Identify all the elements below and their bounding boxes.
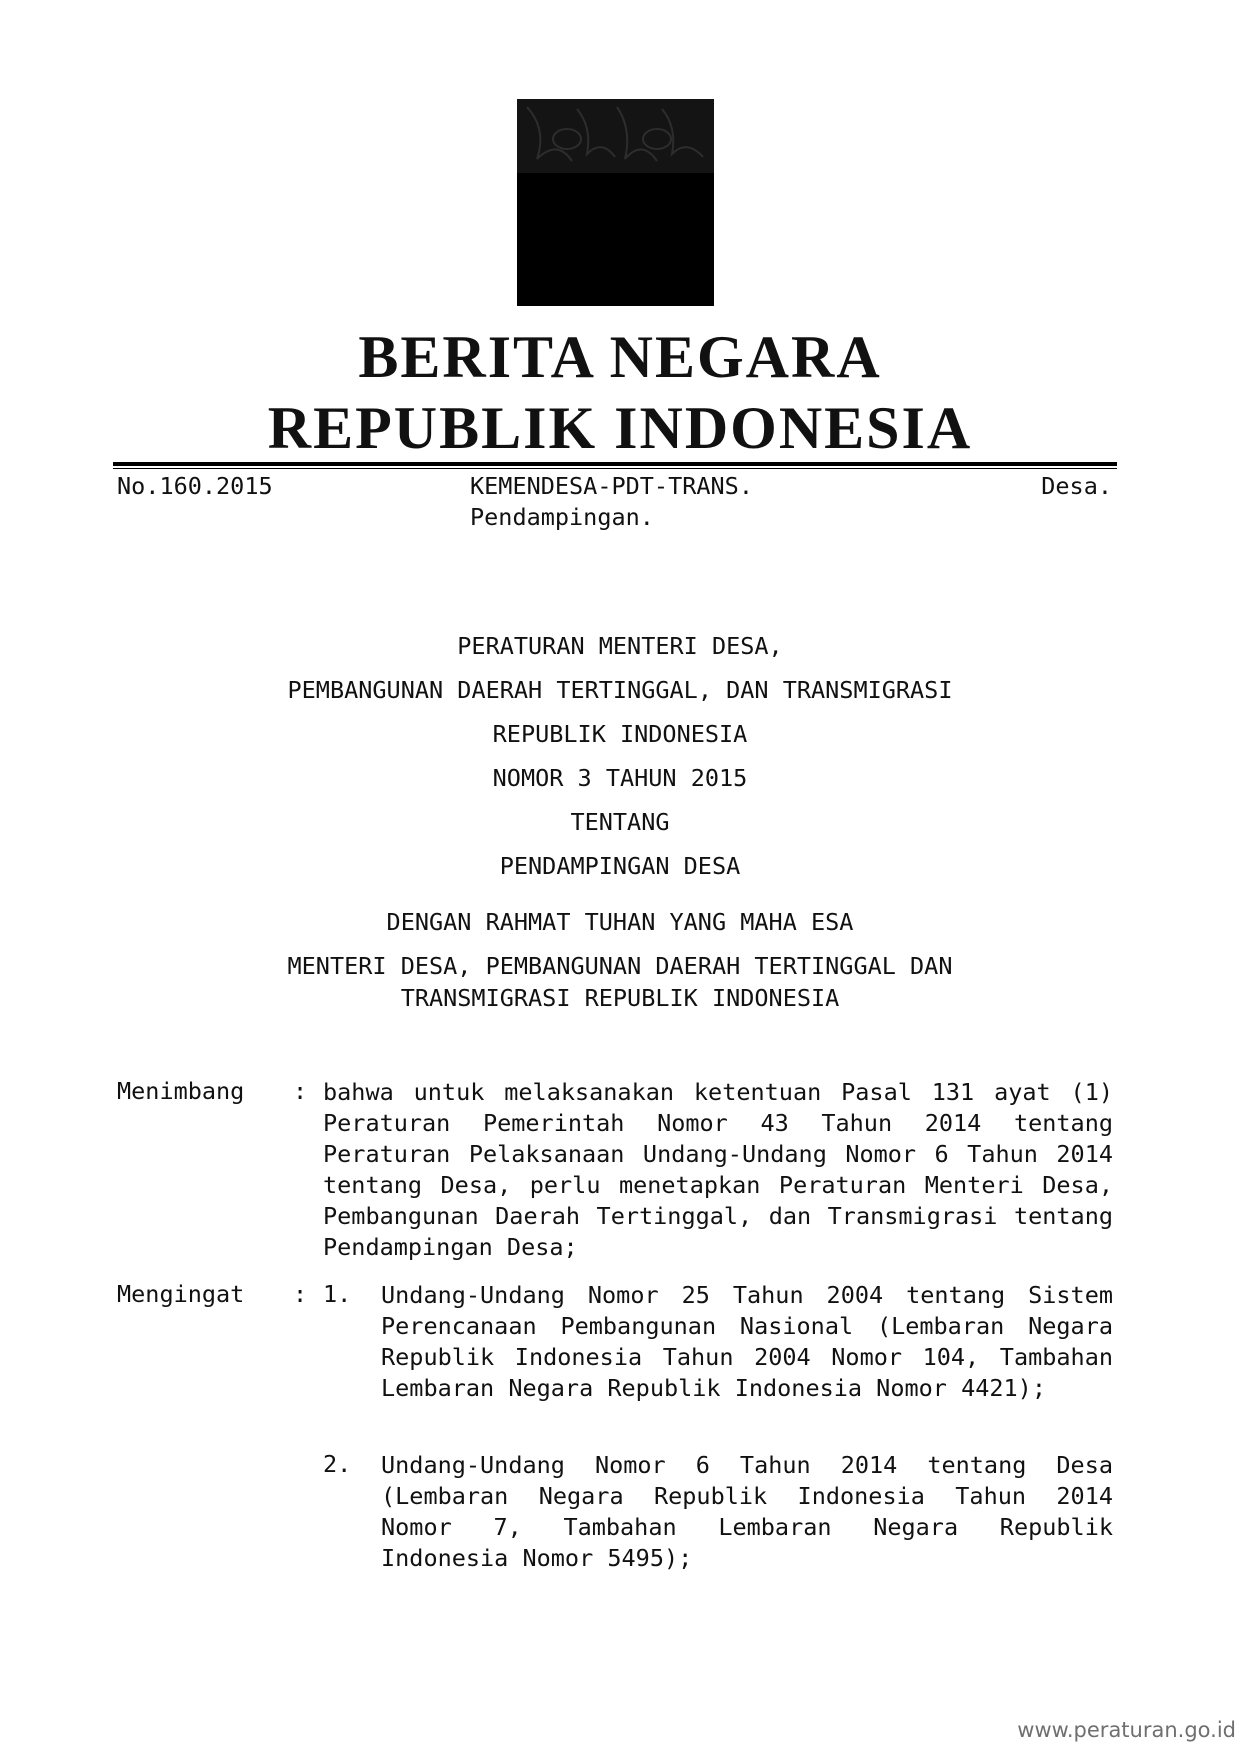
considering-colon: :	[293, 1077, 308, 1105]
recalling-label: Mengingat	[117, 1280, 245, 1308]
source-url: www.peraturan.go.id	[1017, 1718, 1236, 1742]
regulation-subject: PENDAMPINGAN DESA	[499, 852, 741, 880]
gazette-number: No.160.2015	[117, 472, 273, 500]
preamble-invocation: DENGAN RAHMAT TUHAN YANG MAHA ESA	[386, 908, 854, 936]
considering-text: bahwa untuk melaksanakan ketentuan Pasal 131 ayat (1) Peraturan Pemerintah Nomor 43 Tahun 2014 tentang Peraturan Pelaksanaan Undang-Undang Nomor 6 Tahun 2014 tentang Desa, perlu menetapkan Peraturan Menteri Desa, Pembangunan Daerah Tertinggal, dan Transmigrasi tentang Pendampingan Desa;	[323, 1078, 1113, 1261]
regulation-title-line2: PEMBANGUNAN DAERAH TERTINGGAL, DAN TRANSMIGRASI	[287, 676, 953, 704]
recalling-item-text: Undang-Undang Nomor 25 Tahun 2004 tentang Sistem Perencanaan Pembangunan Nasional (Lembaran Negara Republik Indonesia Tahun 2004 Nomor 104, Tambahan Lembaran Negara Republik Indonesia Nomor 4421);	[381, 1281, 1113, 1402]
recalling-item-text: Undang-Undang Nomor 6 Tahun 2014 tentang Desa (Lembaran Negara Republik Indonesia Tahun 2014 Nomor 7, Tambahan Lembaran Negara Republik Indonesia Nomor 5495);	[381, 1451, 1113, 1572]
regulation-title-line1: PERATURAN MENTERI DESA,	[457, 632, 783, 660]
regulation-number: NOMOR 3 TAHUN 2015	[492, 764, 748, 792]
gazette-subject-tag: Desa.	[1041, 472, 1112, 500]
garuda-wings-icon	[517, 99, 714, 173]
regulation-about: TENTANG	[570, 808, 670, 836]
recalling-colon: :	[293, 1280, 308, 1308]
masthead-title: BERITA NEGARA	[358, 324, 882, 390]
masthead-rule	[113, 462, 1117, 466]
garuda-emblem-icon	[517, 99, 714, 306]
masthead-subtitle: REPUBLIK INDONESIA	[267, 395, 973, 461]
recalling-item-number: 2.	[323, 1450, 352, 1478]
preamble-minister-line2: TRANSMIGRASI REPUBLIK INDONESIA	[400, 984, 840, 1012]
regulation-title-line3: REPUBLIK INDONESIA	[492, 720, 748, 748]
gazette-subject-tag2: Pendampingan.	[470, 503, 654, 531]
preamble-minister-line1: MENTERI DESA, PEMBANGUNAN DAERAH TERTINGGAL DAN	[287, 952, 953, 980]
masthead-rule-thin	[113, 468, 1117, 469]
gazette-classification: KEMENDESA-PDT-TRANS.	[470, 472, 753, 500]
recalling-item-number: 1.	[323, 1280, 352, 1308]
considering-label: Menimbang	[117, 1077, 245, 1105]
